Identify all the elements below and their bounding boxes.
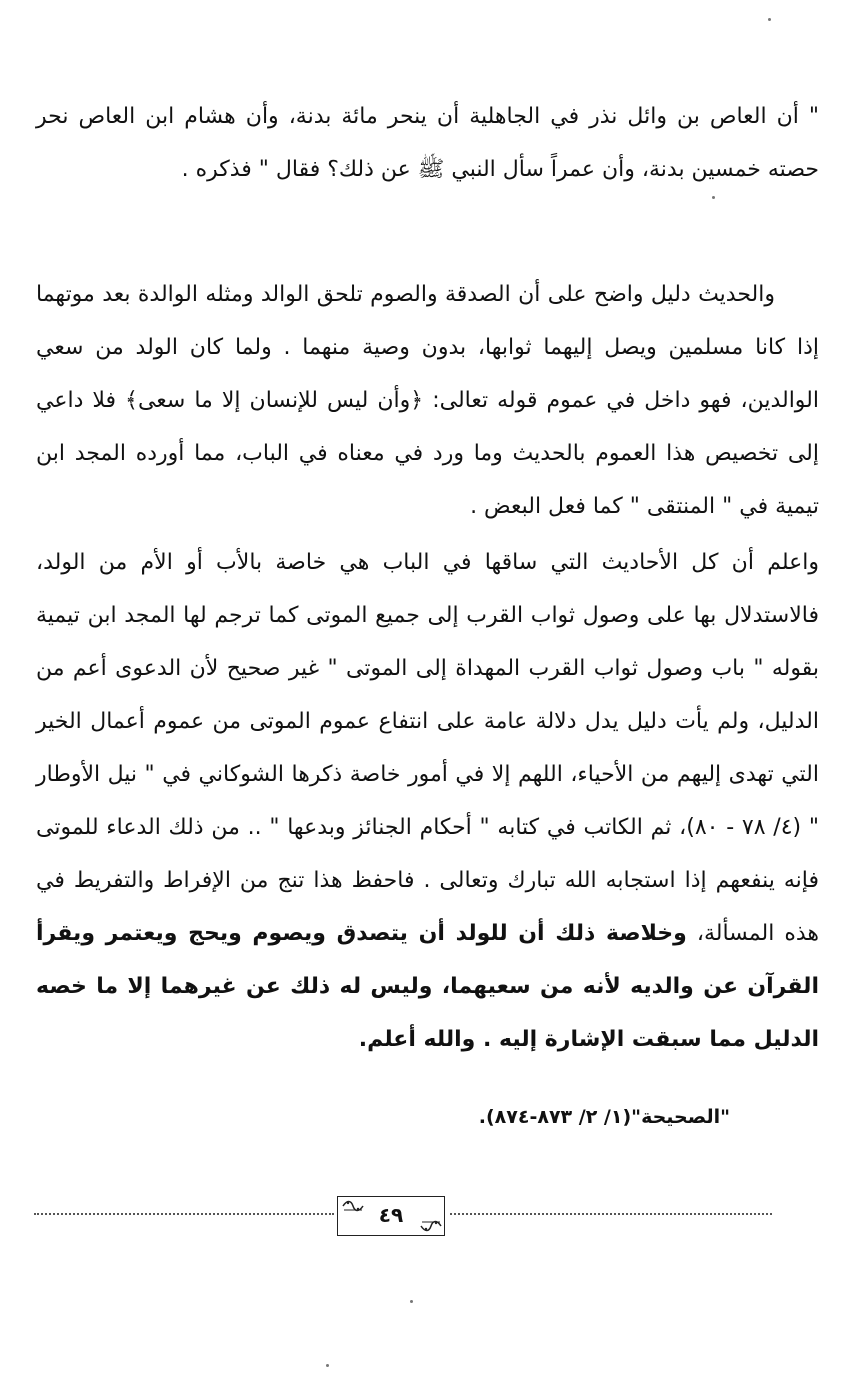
footer-dotted-line-left [34,1213,334,1215]
paragraph-1 [36,90,819,196]
commentary-text: والحديث دليل واضح على أن الصدقة والصوم تلحق الوالد ومثله الوالدة بعد موتهما إذا كانا مسلمين ويصل إليهما ثوابها، بدون وصية منهما . ولما كان الولد من سعي الوالدين، فهو داخل في عموم قوله تعالى: ﴿وأن ليس للإنسان إلا ما سعى﴾ فلا داعي إلى تخصيص هذا العموم بالحديث وما ورد في معناه في الباب، مما أورده المجد ابن تيمية في " المنتقى " كما فعل البعض . [36,282,819,519]
summary-text: وخلاصة ذلك أن للولد أن يتصدق ويصوم ويحج ويعتمر ويقرأ القرآن عن والديه لأنه من سعيهما، وليس له ذلك عن غيرهما إلا ما خصه الدليل مما سبقت الإشارة إليه . والله أعلم. [36,921,819,1052]
discussion-text: واعلم أن كل الأحاديث التي ساقها في الباب هي خاصة بالأب أو الأم من الولد، فالاستدلال بها على وصول ثواب القرب إلى جميع الموتى كما ترجم لها المجد ابن تيمية بقوله " باب وصول ثواب القرب المهداة إلى الموتى " غير صحيح لأن الدعوى أعم من الدليل، ولم يأت دليل يدل دلالة عامة على انتفاع عموم الموتى من عموم أعمال الخير التي تهدى إليهم من الأحياء، اللهم إلا في أمور خاصة ذكرها الشوكاني في " نيل الأوطار " (٤/ ٧٨ - ٨٠)، ثم الكاتب في كتابه " أحكام الجنائز وبدعها " .. من ذلك الدعاء للموتى فإنه ينفعهم إذا استجابه الله تبارك وتعالى . فاحفظ هذا تنج من الإفراط والتفريط في هذه المسألة، [36,550,819,946]
scan-speck [768,18,771,21]
scan-speck [410,1300,413,1303]
page-number: ٤٩ [378,1203,404,1227]
footer-dotted-line-right [450,1213,772,1215]
scan-speck [326,1364,329,1367]
source-citation: "الصحيحة"(١/ ٢/ ٨٧٣-٨٧٤). [478,1106,730,1128]
hadith-quote-text: " أن العاص بن وائل نذر في الجاهلية أن ينحر مائة بدنة، وأن هشام ابن العاص نحر حصته خمسين بدنة، وأن عمراً سأل النبي ﷺ عن ذلك؟ فقال " فذكره . [36,104,819,182]
page-number-frame [337,1196,445,1236]
paragraph-3 [36,536,819,1066]
ornament-icon [420,1219,442,1233]
paragraph-2 [36,268,819,533]
scan-speck [712,196,715,199]
